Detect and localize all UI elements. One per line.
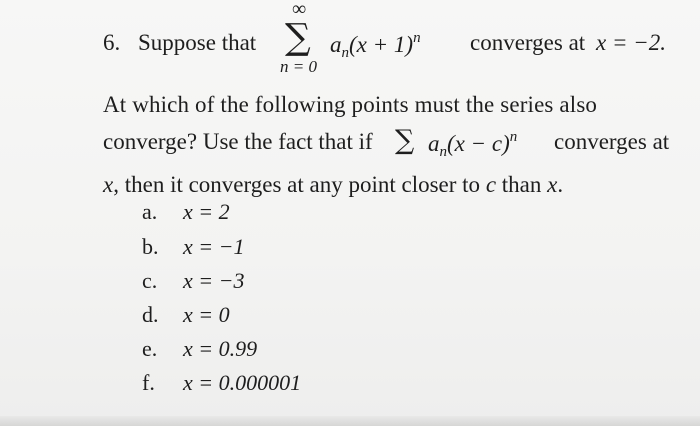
question-line-3-prefix: converge? Use the fact that if xyxy=(103,129,373,154)
choice-f-letter: f. xyxy=(142,370,155,395)
coefficient-a: a xyxy=(330,32,342,57)
series-term-general xyxy=(428,129,517,161)
variable-x: x xyxy=(103,172,114,197)
coefficient-a-general: a xyxy=(428,131,440,156)
summation-symbol-inline: ∑ xyxy=(395,125,415,156)
series-term xyxy=(330,30,421,62)
choice-b-expression: x = −1 xyxy=(183,234,245,259)
summation-symbol: ∑ xyxy=(285,17,311,58)
condition-text: converges at xyxy=(470,30,586,55)
choice-a-expression: x = 2 xyxy=(183,199,230,224)
choice-d-expression: x = 0 xyxy=(183,302,230,327)
variable-x-2: x xyxy=(547,172,558,197)
choice-e-letter: e. xyxy=(142,336,158,361)
coefficient-subscript-general: n xyxy=(439,144,447,160)
page-bottom-edge xyxy=(0,416,700,426)
problem-intro: Suppose that xyxy=(138,30,257,55)
sum-lower-limit: n = 0 xyxy=(280,57,317,76)
choice-b-letter: b. xyxy=(142,234,159,259)
choice-e-expression: x = 0.99 xyxy=(183,336,258,361)
question-line-4 xyxy=(103,172,563,198)
choice-f-expression: x = 0.000001 xyxy=(183,370,302,395)
choice-d-letter: d. xyxy=(142,302,159,327)
choice-c-letter: c. xyxy=(142,268,158,293)
sum-upper-limit: ∞ xyxy=(292,0,307,20)
term-body: (x + 1) xyxy=(349,32,414,57)
term-exponent: n xyxy=(413,30,421,46)
term-body-general: (x − c) xyxy=(447,131,510,156)
problem-number: 6. xyxy=(103,30,121,55)
line-4-than: than xyxy=(501,172,542,197)
coefficient-subscript: n xyxy=(341,45,349,61)
line-4-middle: , then it converges at any point closer to xyxy=(113,172,481,197)
variable-c: c xyxy=(485,172,497,197)
choice-c-expression: x = −3 xyxy=(183,268,245,293)
question-line-2: At which of the following points must the series also xyxy=(103,92,598,117)
term-exponent-general: n xyxy=(509,129,518,145)
question-line-3-suffix: converges at xyxy=(554,129,670,154)
condition-expression: x = −2. xyxy=(596,30,666,55)
choice-a-letter: a. xyxy=(142,199,158,224)
line-4-end: . xyxy=(557,172,564,197)
